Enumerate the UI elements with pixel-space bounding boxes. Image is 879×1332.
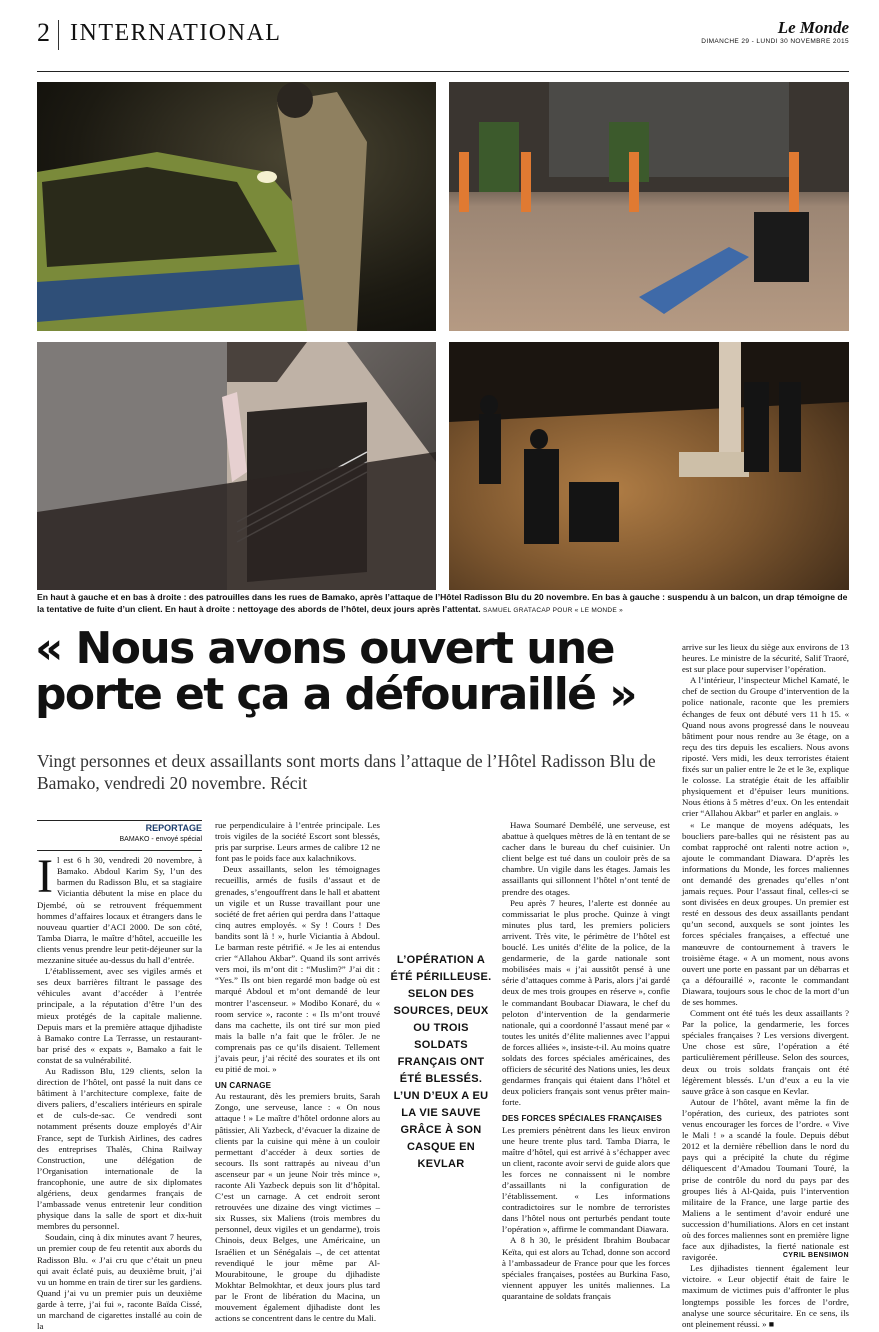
byline: BAMAKO - envoyé spécial: [37, 834, 202, 851]
article-column-5: [682, 642, 849, 1330]
dateline: DIMANCHE 29 - LUNDI 30 NOVEMBRE 2015: [701, 38, 849, 45]
author-signature: CYRIL BENSIMON: [782, 1252, 849, 1259]
newspaper-masthead: Le Monde: [777, 18, 849, 37]
paragraph: Au Radisson Blu, 129 clients, selon la direction de l’hôtel, ont passé la nuit dans ce bâtiment à l’architecture complexe, faite de divers paliers, d’escaliers intérieurs en spirale et de culs-de-sac. Ce vendredi sont notamment présents douze employés d’Air France, sept de Turkish Airlines, des cadres des entreprises Thalès, China Railway Construction, une délégation de l’Organisation internationale de la francophonie, une autre de six diplomates algériens, deux gendarmes français de l’ambassade venus entretenir leur condition physique dans la salle de sport et dix-huit membres du personnel.: [37, 1065, 202, 1232]
rubric-label: REPORTAGE: [37, 820, 202, 834]
paragraph: A 8 h 30, le président Ibrahim Boubacar Keïta, qui est alors au Tchad, donne son accord à l’ambassadeur de France pour que les forces spéciales françaises, postées au Burkina Faso, viennent appuyer les unités maliennes. La quarantaine de soldats français: [502, 1235, 670, 1301]
paragraph: arrive sur les lieux du siège aux environs de 13 heures. Le ministre de la sécurité, Salif Traoré, est sur place pour superviser l’opération.: [682, 642, 849, 675]
paragraph: Deux assaillants, selon les témoignages recueillis, armés de fusils d’assaut et de grenades, s’engouffrent dans le hall et abattent un vigile et un Russe travaillant pour une société de fret aérien qui perdra dans l’attaque cinq autres employés. « Sy ! Cours ! Des bandits sont là ! », hurle Viciantia à Abdoul. Le barman reste pétrifié. « Je les ai entendus crier “Allahou Akbar”. Quand ils sont arrivés vers moi, ils m’ont dit : “Muslim?” J’ai dit : “Yes.” Ils ont bien regardé mon badge où est marqué Abdoul et m’ont demandé de leur montrer l’ascenseur. » Modibo Konaré, du « room service », raconte : « Ils m’ont trouvé dans ma cachette, ils ont tiré sur mon pied mais la balle n’a fait que le frôler. Je ne comprenais pas ce qu’ils disaient. Tellement j’avais peur, j’ai récité des sourates et ils ont eu pitié de moi. »: [215, 864, 380, 1075]
page-header: [37, 14, 849, 72]
paragraph: Soudain, cinq à dix minutes avant 7 heures, un premier coup de feu retentit aux abords du Radisson Blu. « J’ai cru que c’était un pneu qui avait éclaté puis, au deuxième bruit, j’ai vu un homme en train de tirer sur les gardiens. Quand j’ai vu un premier puis un deuxième garde à terre, j’ai fui », raconte Baïda Cissé, un marchand de cigarettes installé au coin de la: [37, 1232, 202, 1332]
photo-balcony-sheet: [37, 342, 436, 590]
article-deck: Vingt personnes et deux assaillants sont morts dans l’attaque de l’Hôtel Radisson Blu de Bamako, vendredi 20 novembre. Récit: [37, 751, 656, 793]
paragraph: « Le manque de moyens adéquats, les boucliers pare-balles qui ne résistent pas au combat rapproché ont ralenti notre action », ajoute le commandant Diawara. D’après les informations du Monde, les forces maliennes ont demandé des grenades qu’elles n’ont jamais reçues. Pour l’assaut final, celles-ci se sont divisées en deux groupes. Un premier est resté en dessous des deux assaillants pendant qu’un second, auxquels se sont jointes les forces spéciales françaises, a effectué une manœuvre de contournement à travers le troisième étage. « A un moment, nous avons ouvert une porte en passant par un débarras et ça a défouraillé », raconte le commandant Diawara, toujours sous le choc de la mort d’un de ses hommes.: [682, 819, 849, 1007]
paragraph: A l’intérieur, l’inspecteur Michel Kamaté, le chef de section du Groupe d’intervention de la police nationale, raconte que les premiers échanges de feux ont débuté vers 11 h 15. « Quand nous avons progressé dans le nouveau bâtiment pour nous rendre au 3e étage, on a reçu des tirs depuis les escaliers. Nous avons riposté. Vers midi, les deux terroristes étaient fixés sur un palier entre le 2e et le 3e, explique le colosse. La stratégie était de les affaiblir physiquement et d’épuiser leurs munitions. Nous étions à 5 mètres d’eux. On les entendait crier “Allahou Akbar” et parler en anglais. »: [682, 675, 849, 819]
paragraph: rue perpendiculaire à l’entrée principale. Les trois vigiles de la société Escort sont blessés, pris par surprise. Leurs armes de calibre 12 ne font pas le poids face aux kalachnikovs.: [215, 820, 380, 864]
section-title: INTERNATIONAL: [70, 20, 282, 46]
photo-cleaning-street: [449, 82, 849, 331]
article-column-2: [215, 820, 380, 1324]
paragraph: Peu après 7 heures, l’alerte est donnée au commissariat le plus proche. Quinze à vingt minutes plus tard, les premiers policiers arrivent. Très vite, le périmètre de l’hôtel est bouclé. Les unités d’élite de la police, de la gendarmerie, de la garde nationale sont mobilisées mais « j’ai aussitôt pensé à une série d’attaques comme à Paris, alors j’ai gardé deux de mes trois groupes en réserve », confie le commandant Boubacar Diawara, le chef du peloton d’intervention de la gendarmerie nationale, qui a coordonné l’assaut mené par « toutes les unités d’élite maliennes avec l’appui de forces alliées », insiste-t-il. Au moins quatre soldats des forces spéciales américaines, des officiers de sécurité des Nations unies, les deux gendarmes français qui étaient dans l’hôtel et deux policiers français sont venus prêter main-forte.: [502, 897, 670, 1108]
paragraph: Autour de l’hôtel, avant même la fin de l’opération, des curieux, des patriotes sont venus encourager les forces de l’ordre. « Vive le Mali ! » a scandé la foule. Depuis début 2012 et la dernière rébellion dans le nord du pays qui a précipité la chute du régime déliquescent d’Amadou Toumani Touré, la prise de contrôle du nord du pays par des groupes liés à Al-Qaida, puis l’intervention militaire de la France, une large partie des Maliens a le sentiment d’avoir enduré une succession d’humiliations. Alors en cet instant où des forces maliennes sont en première ligne face aux djihadistes, la fierté nationale est ravigorée.: [682, 1096, 849, 1263]
header-separator: [58, 20, 59, 50]
page-number: 2: [37, 18, 50, 47]
paragraph: Les premiers pénètrent dans les lieux environ une heure trente plus tard. Tamba Diarra, le maître d’hôtel, qui est arrivé à s’échapper avec un client, raconte avoir servi de guide alors que les forces ne connaissent ni le nombre d’assaillants ni la configuration de l’établissement. « Les informations contradictoires sur le nombre de terroristes dans l’hôtel nous ont perturbés pendant toute l’opération », affirme le commandant Diawara.: [502, 1124, 670, 1235]
paragraph: Comment ont été tués les deux assaillants ? Par la police, la gendarmerie, les forces spéciales françaises ? Les versions divergent. Une chose est sûre, l’opération a été particulièrement périlleuse. Selon des sources, deux ou trois soldats français ont été légèrement blessés. L’un d’eux a eu la vie sauve grâce à son casque en Kevlar.: [682, 1008, 849, 1096]
paragraph: Hawa Soumaré Dembélé, une serveuse, est abattue à quelques mètres de là en tentant de se cacher dans le bureau du chef cuisinier. Un client belge est tué dans un couloir près de sa chambre. Un vigile dans les étages. Jamais les assaillants qui sillonnent l’hôtel n’ont tenté de prendre des otages.: [502, 820, 670, 897]
paragraph: Il est 6 h 30, vendredi 20 novembre, à Bamako. Abdoul Karim Sy, l’un des barmen du Radisson Blu, et sa stagiaire Viciantia débutent la mise en place du Djembé, où se retrouvent fréquemment hommes d’affaires locaux et étrangers dans le nouveau quartier d’ACI 2000. De son côté, Tamba Diarra, le maître d’hôtel, accueille les clients venus prendre leur petit-déjeuner sur la mezzanine située au-dessus du hall d’entrée.: [37, 850, 202, 966]
paragraph: Les djihadistes tiennent également leur victoire. « Leur objectif était de faire le maximum de victimes puis d’affronter le plus longtemps possible les forces de l’ordre, analyse une source sécuritaire. En ce sens, ils ont pleinement réussi. » ■: [682, 1263, 849, 1329]
paragraph: Au restaurant, dès les premiers bruits, Sarah Zongo, une serveuse, lance : « On nous attaque ! » Le maître d’hôtel ordonne alors au pâtissier, Ali Yazbeck, d’évacuer la dizaine de clients par la cuisine qui mène à un couloir permettant d’accéder à deux sorties de secours. Ils sont rattrapés au niveau d’un ascenseur par « un jeune Noir très mince », raconte Ali Yazbeck depuis son lit d’hôpital. C’est un carnage. A cet endroit seront retrouvées une dizaine des vingt victimes – six Russes, six Maliens (trois membres du personnel, deux vigiles et un gendarme), trois Chinois, deux Belges, une Américaine, un Israélien et un Sénégalais –, de cet attentat revendiqué le jour même par Al-Mourabitoune, le groupe du djihadiste Mokhtar Belmokhtar, et deux jours plus tard par le Front de libération du Macina, un mouvement également djihadiste dont les actions se concentrent dans le centre du Mali.: [215, 1091, 380, 1324]
caption-text: En haut à gauche et en bas à droite : des patrouilles dans les rues de Bamako, après l’attaque de l’Hôtel Radisson Blu du 20 novembre. En bas à gauche : suspendu à un balcon, un drap témoigne de la tentative de fuite d’un client. En haut à droite : nettoyage des abords de l’hôtel, deux jours après l’attentat.: [37, 592, 848, 614]
drop-cap: I: [37, 850, 53, 904]
photo-credit: SAMUEL GRATACAP POUR « LE MONDE »: [483, 606, 624, 614]
article-column-1: [37, 820, 202, 1332]
photo-night-patrol: [449, 342, 849, 590]
pull-quote: L’OPÉRATION A ÉTÉ PÉRILLEUSE. SELON DES SOURCES, DEUX OU TROIS SOLDATS FRANÇAIS ONT ÉTÉ BLESSÉS. L’UN D’EUX A EU LA VIE SAUVE GRÂCE À SON CASQUE EN KEVLAR: [390, 954, 492, 1170]
article-column-4: [502, 820, 670, 1302]
subheading: DES FORCES SPÉCIALES FRANÇAISES: [502, 1114, 663, 1124]
paragraph: L’établissement, avec ses vigiles armés et ses deux barrières filtrant le passage des véhicules avant d’accéder à l’entrée principale, a la réputation d’être l’un des mieux protégés de la capitale malienne. Depuis mars et la première attaque djihadiste à Bamako contre La Terrasse, un restaurant-bar prisé des « expats », Bamako a fait le constat de sa vulnérabilité.: [37, 966, 202, 1065]
photo-patrol-car: [37, 82, 436, 331]
subheading: UN CARNAGE: [215, 1081, 272, 1091]
article-headline: « Nous avons ouvert une porte et ça a défouraillé »: [35, 623, 636, 720]
photo-caption: [37, 592, 849, 616]
